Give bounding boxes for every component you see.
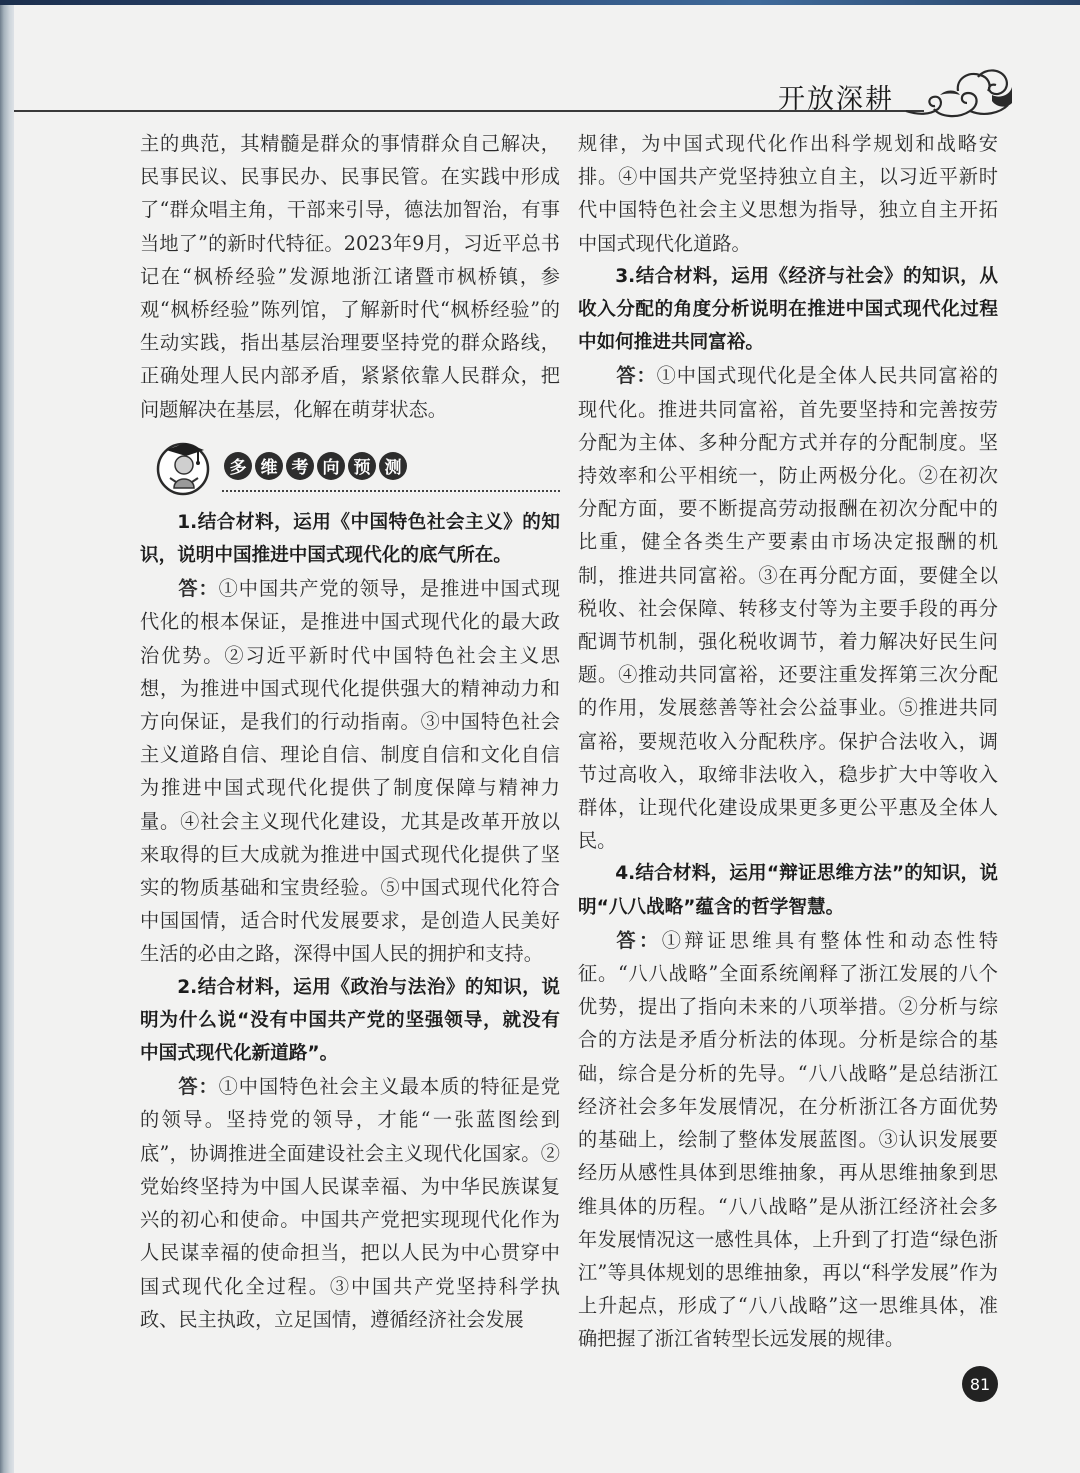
answer-3-text: ①中国式现代化是全体人民共同富裕的现代化。推进共同富裕，首先要坚持和完善按劳分配为主体、多种分配方式并存的分配制度。坚持效率和公平相统一，防止两极分化。②在初次分配方面，要不断提高劳动报酬在初次分配中的比重，健全各类生产要素由市场决定报酬的机制，推进共同富裕。③在再分配方面，要健全以税收、社会保障、转移支付等为主要手段的再分配调节机制，强化税收调节，着力解决好民生问题。④推动共同富裕，还要注重发挥第三次分配的作用，发展慈善等社会公益事业。⑤推进共同富裕，要规范收入分配秩序。保护合法收入，调节过高收入，取缔非法收入，稳步扩大中等收入群体，让现代化建设成果更多更公平惠及全体人民。: [578, 364, 999, 853]
continued-paragraph: 规律，为中国式现代化作出科学规划和战略安排。④中国共产党坚持独立自主，以习近平新时代中国特色社会主义思想为指导，独立自主开拓中国式现代化道路。: [578, 132, 998, 255]
dotted-divider: [222, 490, 560, 492]
answer-3: [578, 359, 998, 857]
answer-label: 答：: [178, 1075, 219, 1099]
column-title: 开放深耕: [778, 84, 894, 115]
question-1: 1.结合材料，运用《中国特色社会主义》的知识，说明中国推进中国式现代化的底气所在。: [140, 511, 560, 567]
section-title-char: 考: [286, 452, 314, 480]
answer-label: 答：: [616, 928, 662, 952]
section-heading: [140, 438, 560, 500]
section-title-badges: [224, 452, 407, 480]
page-number: 81: [962, 1366, 998, 1402]
answer-label: 答：: [616, 364, 657, 388]
right-column: [578, 127, 998, 1356]
left-column: [140, 127, 560, 1336]
section-title-char: 多: [224, 452, 252, 480]
section-title-char: 预: [348, 452, 376, 480]
answer-2: [140, 1070, 560, 1336]
answer-2-text: ①中国特色社会主义最本质的特征是党的领导。坚持党的领导，才能“一张蓝图绘到底”，协调推进全面建设社会主义现代化国家。②党始终坚持为中国人民谋幸福、为中华民族谋复兴的初心和使命。中国共产党把实现现代化作为人民谋幸福的使命担当，把以人民为中心贯穿中国式现代化全过程。③中国共产党坚持科学执政、民主执政，立足国情，遵循经济社会发展: [140, 1075, 561, 1331]
answer-1-text: ①中国共产党的领导，是推进中国式现代化的根本保证，是推进中国式现代化的最大政治优势。②习近平新时代中国特色社会主义思想，为推进中国式现代化提供强大的精神动力和方向保证，是我们的行动指南。③中国特色社会主义道路自信、理论自信、制度自信和文化自信为推进中国式现代化提供了制度保障与精神力量。④社会主义现代化建设，尤其是改革开放以来取得的巨大成就为推进中国式现代化提供了坚实的物质基础和宝贵经验。⑤中国式现代化符合中国国情，适合时代发展要求，是创造人民美好生活的必由之路，深得中国人民的拥护和支持。: [140, 577, 561, 966]
intro-paragraph: 主的典范，其精髓是群众的事情群众自己解决，民事民议、民事民办、民事民管。在实践中形成了“群众唱主角，干部来引导，德法加智治，有事当地了”的新时代特征。2023年9月，习近平总书记在“枫桥经验”发源地浙江诸暨市枫桥镇，参观“枫桥经验”陈列馆，了解新时代“枫桥经验”的生动实践，指出基层治理要坚持党的群众路线，正确处理人民内部矛盾，紧紧依靠人民群众，把问题解决在基层，化解在萌芽状态。: [140, 132, 560, 421]
book-page: [14, 5, 1080, 1473]
section-title-char: 向: [317, 452, 345, 480]
section-title-char: 维: [255, 452, 283, 480]
auspicious-cloud-icon: [900, 65, 1014, 125]
section-title-char: 测: [379, 452, 407, 480]
question-3: 3.结合材料，运用《经济与社会》的知识，从收入分配的角度分析说明在推进中国式现代化过程中如何推进共同富裕。: [578, 265, 998, 354]
scholar-mascot-icon: [154, 438, 212, 496]
answer-4: [578, 924, 998, 1356]
question-4: 4.结合材料，运用“辩证思维方法”的知识，说明“八八战略”蕴含的哲学智慧。: [578, 863, 998, 918]
answer-1: [140, 572, 560, 970]
question-2: 2.结合材料，运用《政治与法治》的知识，说明为什么说“没有中国共产党的坚强领导，就没有中国式现代化新道路”。: [140, 976, 560, 1065]
answer-label: 答：: [178, 577, 219, 601]
answer-4-text: ①辩证思维具有整体性和动态性特征。“八八战略”全面系统阐释了浙江发展的八个优势，提出了指向未来的八项举措。②分析与综合的方法是矛盾分析法的体现。分析是综合的基础，综合是分析的先导。“八八战略”是总结浙江经济社会多年发展情况，在分析浙江各方面优势的基础上，绘制了整体发展蓝图。③认识发展要经历从感性具体到思维抽象，再从思维抽象到思维具体的历程。“八八战略”是从浙江经济社会多年发展情况这一感性具体，上升到了打造“绿色浙江”等具体规划的思维抽象，再以“科学发展”作为上升起点，形成了“八八战略”这一思维具体，准确把握了浙江省转型长远发展的规律。: [578, 928, 999, 1351]
